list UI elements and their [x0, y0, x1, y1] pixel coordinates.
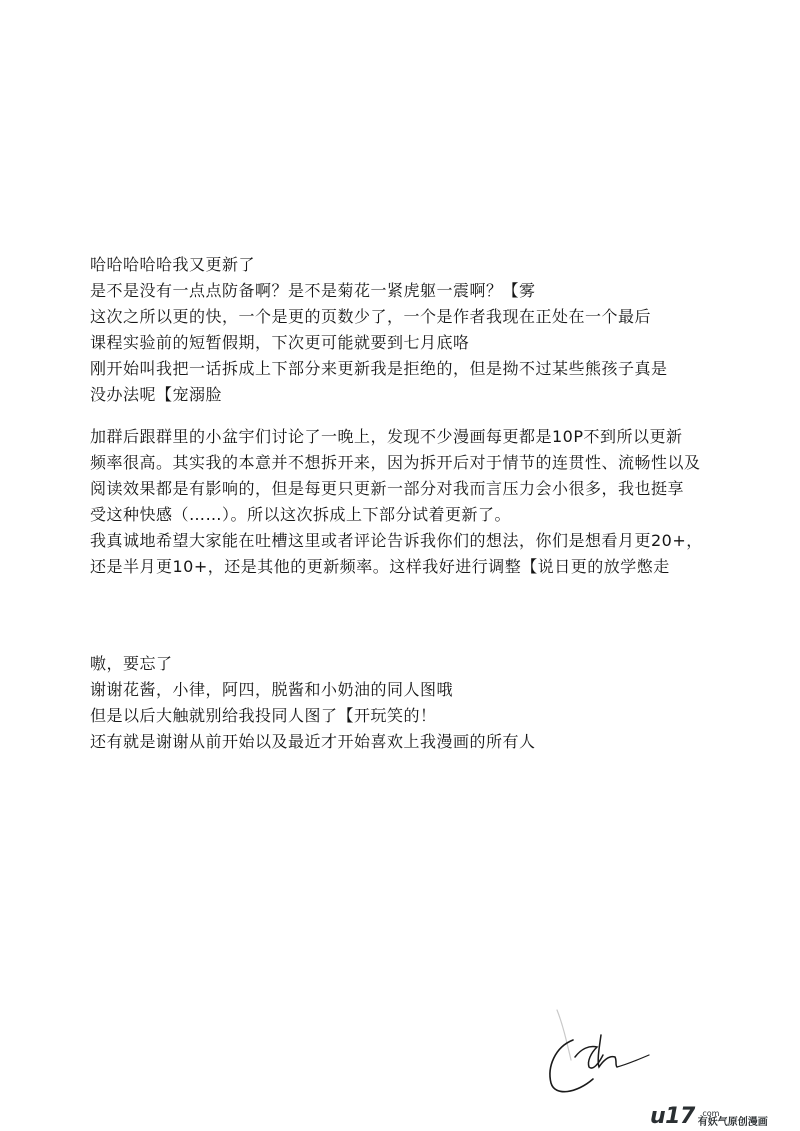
text-line: 谢谢花酱，小律，阿四，脱酱和小奶油的同人图哦: [90, 680, 454, 699]
watermark-domain: .com: [699, 1109, 720, 1118]
text-line: 哈哈哈哈哈我又更新了: [90, 255, 256, 274]
text-line: 受这种快感（……）。所以这次拆成上下部分试着更新了。: [90, 505, 512, 524]
watermark-text: [698, 1110, 768, 1128]
author-signature: [545, 1005, 655, 1100]
watermark-logo: u17: [650, 1104, 695, 1129]
watermark-slogan: 有妖气原创漫画: [697, 1117, 768, 1128]
paragraph-update-frequency: [90, 424, 740, 580]
text-line: 我真诚地希望大家能在吐槽这里或者评论告诉我你们的想法，你们是想看月更20+，: [90, 531, 703, 550]
site-watermark: [650, 1102, 795, 1128]
text-line: 没办法呢【宠溺脸: [90, 385, 223, 404]
text-line: 是不是没有一点点防备啊？是不是菊花一紧虎躯一震啊？【雾: [90, 281, 536, 300]
text-line: 加群后跟群里的小盆宇们讨论了一晚上，发现不少漫画每更都是10P不到所以更新: [90, 427, 683, 446]
text-line: 还有就是谢谢从前开始以及最近才开始喜欢上我漫画的所有人: [90, 732, 536, 751]
text-line: 还是半月更10+，还是其他的更新频率。这样我好进行调整【说日更的放学憋走: [90, 557, 670, 576]
text-line: 但是以后大触就别给我投同人图了【开玩笑的！: [90, 706, 437, 725]
text-line: 课程实验前的短暂假期，下次更可能就要到七月底咯: [90, 333, 470, 352]
paragraph-update-announcement: [90, 252, 740, 408]
text-line: 嗷，要忘了: [90, 654, 173, 673]
text-line: 刚开始叫我把一话拆成上下部分来更新我是拒绝的，但是拗不过某些熊孩子真是: [90, 359, 668, 378]
text-line: 阅读效果都是有影响的，但是每更只更新一部分对我而言压力会小很多，我也挺享: [90, 479, 685, 498]
text-line: 频率很高。其实我的本意并不想拆开来，因为拆开后对于情节的连贯性、流畅性以及: [90, 453, 701, 472]
text-line: 这次之所以更的快，一个是更的页数少了，一个是作者我现在正处在一个最后: [90, 307, 652, 326]
paragraph-thanks: [90, 651, 740, 755]
